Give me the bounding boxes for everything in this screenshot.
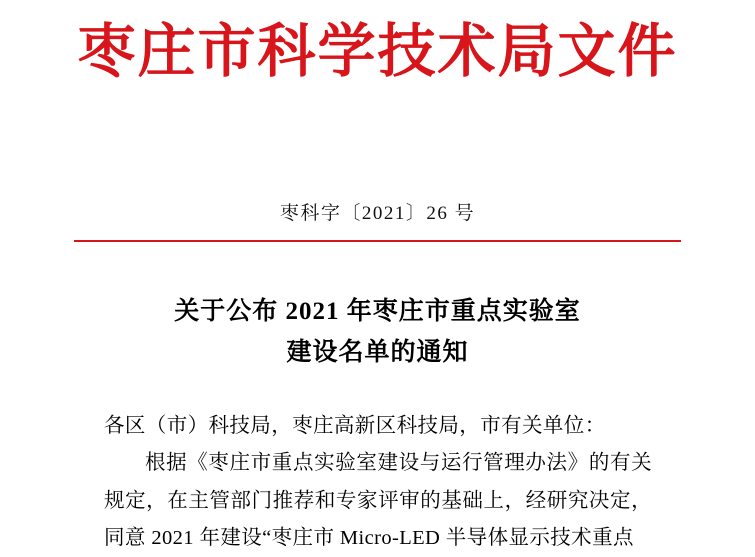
document-masthead: 枣庄市科学技术局文件 bbox=[77, 17, 678, 85]
red-divider-rule bbox=[74, 240, 681, 242]
body-paragraph-1: 根据《枣庄市重点实验室建设与运行管理办法》的有关规定，在主管部门推荐和专家评审的基础上，经研究决定，同意 2021 年建设“枣庄市 Micro-LED 半导体显示技术重点 bbox=[104, 452, 652, 549]
document-body bbox=[104, 408, 652, 557]
document-title bbox=[0, 292, 755, 373]
body-salutation: 各区（市）科技局，枣庄高新区科技局，市有关单位： bbox=[104, 415, 606, 437]
document-number: 枣科字〔2021〕26 号 bbox=[279, 203, 476, 224]
document-title-line-1: 关于公布 2021 年枣庄市重点实验室 bbox=[174, 298, 581, 325]
document-title-line-2: 建设名单的通知 bbox=[286, 338, 469, 366]
